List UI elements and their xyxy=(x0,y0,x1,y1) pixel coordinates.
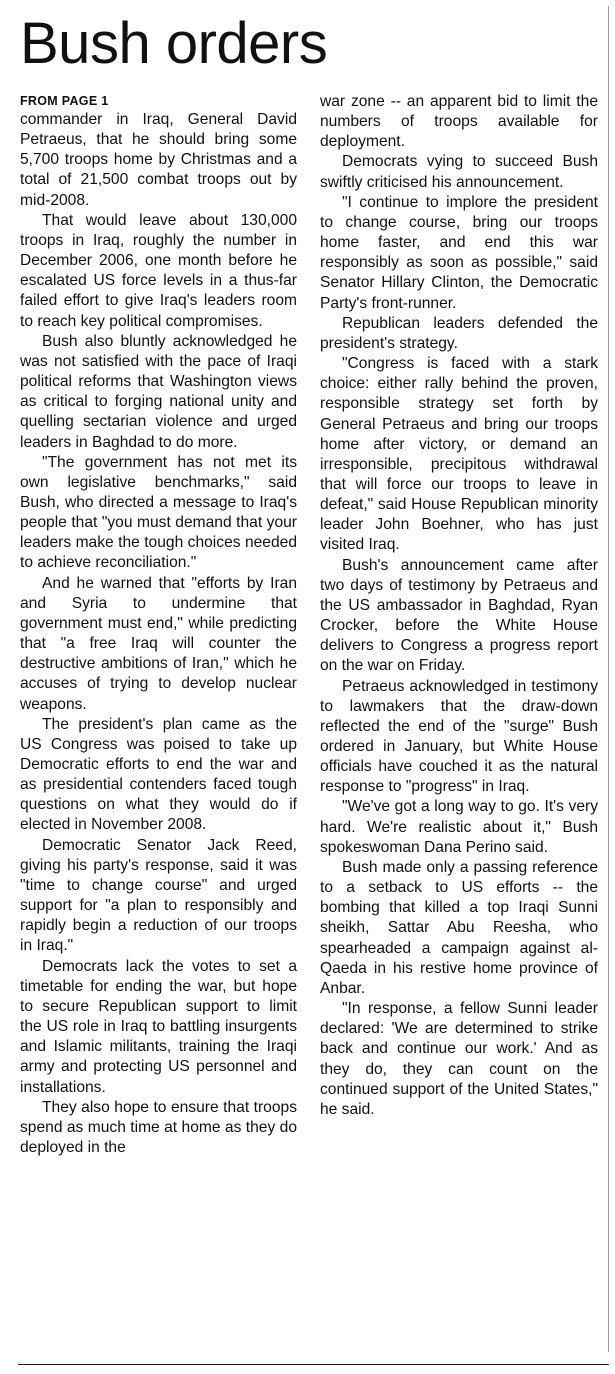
paragraph: Petraeus acknowledged in testimony to lawmakers that the draw-down reflected the end of the "surge" Bush ordered in January, but White House officials have couched it as the natural response to "progress" in Iraq. xyxy=(320,677,598,796)
paragraph: war zone -- an apparent bid to limit the numbers of troops available for deployment. xyxy=(320,93,598,151)
article-column-left xyxy=(20,92,297,1158)
paragraph: Bush also bluntly acknowledged he was not satisfied with the pace of Iraqi political reforms that Washington views as critical to forging national unity and quelling sectarian violence and urged leaders in Baghdad to do more. xyxy=(20,332,297,451)
paragraph: Bush made only a passing reference to a setback to US efforts -- the bombing that killed a top Iraqi Sunni sheikh, Sattar Abu Reesha, who spearheaded a campaign against al-Qaeda in his restive home province of Anbar. xyxy=(320,858,598,997)
continuation-kicker: FROM PAGE 1 xyxy=(20,94,109,108)
paragraph: Democrats lack the votes to set a timetable for ending the war, but hope to secure Republican support to limit the US role in Iraq to battling insurgents and Islamic militants, training the Iraqi army and protecting US personnel and installations. xyxy=(20,957,297,1096)
paragraph: "Congress is faced with a stark choice: either rally behind the proven, responsible strategy set forth by General Petraeus and bring our troops home after victory, or demand an irresponsible, precipitous withdrawal that will force our troops to leave in defeat," said House Republican minority leader John Boehner, who has just visited Iraq. xyxy=(320,355,598,554)
paragraph: "I continue to implore the president to change course, bring our troops home faster, and end this war responsibly as soon as possible," said Senator Hillary Clinton, the Democratic Party's front-runner. xyxy=(320,193,598,312)
paragraph: Bush's announcement came after two days of testimony by Petraeus and the US ambassador in Baghdad, Ryan Crocker, before the White House delivers to Congress a progress report on the war on Friday. xyxy=(320,556,598,675)
column-edge-rule xyxy=(608,6,609,1352)
article-column-right xyxy=(320,92,598,1120)
bottom-rule xyxy=(18,1364,609,1365)
headline: Bush orders xyxy=(20,11,328,76)
paragraph: Democrats vying to succeed Bush swiftly criticised his announcement. xyxy=(320,153,598,191)
paragraph: The president's plan came as the US Congress was poised to take up Democratic efforts to end the war and as presidential contenders faced tough questions on what they would do if elected in November 2008. xyxy=(20,715,297,834)
paragraph: Democratic Senator Jack Reed, giving his party's response, said it was "time to change course" and urged support for "a plan to responsibly and rapidly begin a reduction of our troops in Iraq." xyxy=(20,836,297,955)
paragraph: "We've got a long way to go. It's very hard. We're realistic about it," Bush spokeswoman Dana Perino said. xyxy=(320,798,598,856)
paragraph: commander in Iraq, General David Petraeus, that he should bring some 5,700 troops home by Christmas and a total of 21,500 combat troops out by mid-2008. xyxy=(20,111,297,209)
paragraph: "The government has not met its own legislative benchmarks," said Bush, who directed a message to Iraq's people that "you must demand that your leaders make the tough choices needed to achieve reconciliation." xyxy=(20,453,297,572)
paragraph: That would leave about 130,000 troops in Iraq, roughly the number in December 2006, one month before he escalated US force levels in a thus-far failed effort to give Iraq's leaders room to reach key political compromises. xyxy=(20,211,297,330)
paragraph: Republican leaders defended the president's strategy. xyxy=(320,314,598,352)
paragraph: And he warned that "efforts by Iran and Syria to undermine that government must end," while predicting that "a free Iraq will counter the destructive ambitions of Iran," which he accuses of trying to develop nuclear weapons. xyxy=(20,574,297,713)
paragraph: They also hope to ensure that troops spend as much time at home as they do deployed in the xyxy=(20,1098,297,1156)
paragraph: "In response, a fellow Sunni leader declared: 'We are determined to strike back and continue our work.' And as they do, they can count on the continued support of the United States," he said. xyxy=(320,1000,598,1118)
